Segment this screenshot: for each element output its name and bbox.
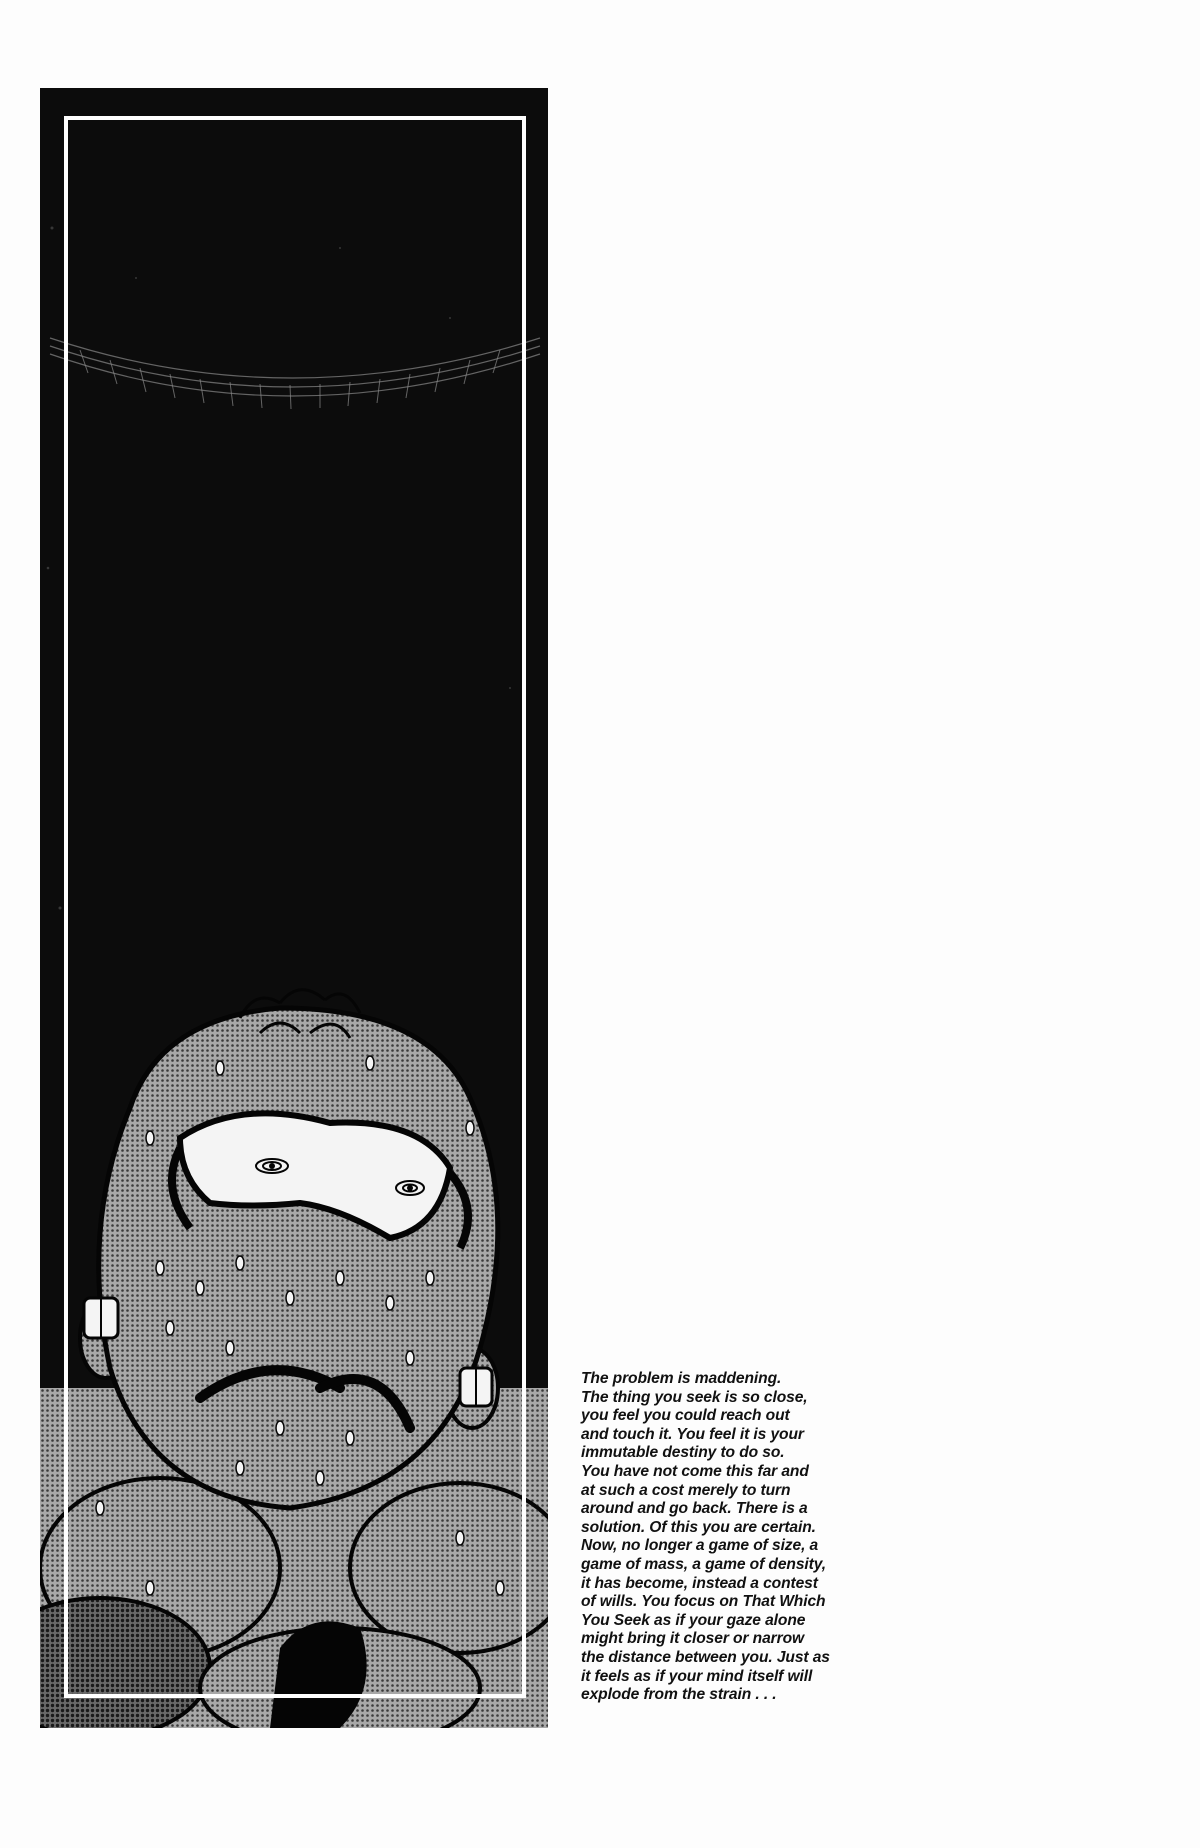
narration-caption: The problem is maddening. The thing you seek is so close, you feel you could reach out and touch it. You feel it is your immutable destiny to do so. You have not come this far and at such a cost merely to turn around and go back. There is a solution. Of this you are certain. Now, no longer a game of size, a game of mass, a game of density, it has become, instead a contest of wills. You focus on That Which You Seek as if your gaze alone might bring it closer or narrow the distance between you. Just as it feels as if your mind itself will explode from the strain . . . [581,1370,830,1704]
illustration-panel [40,88,548,1728]
illustration-art [40,88,548,1728]
right-hand [350,1483,548,1653]
